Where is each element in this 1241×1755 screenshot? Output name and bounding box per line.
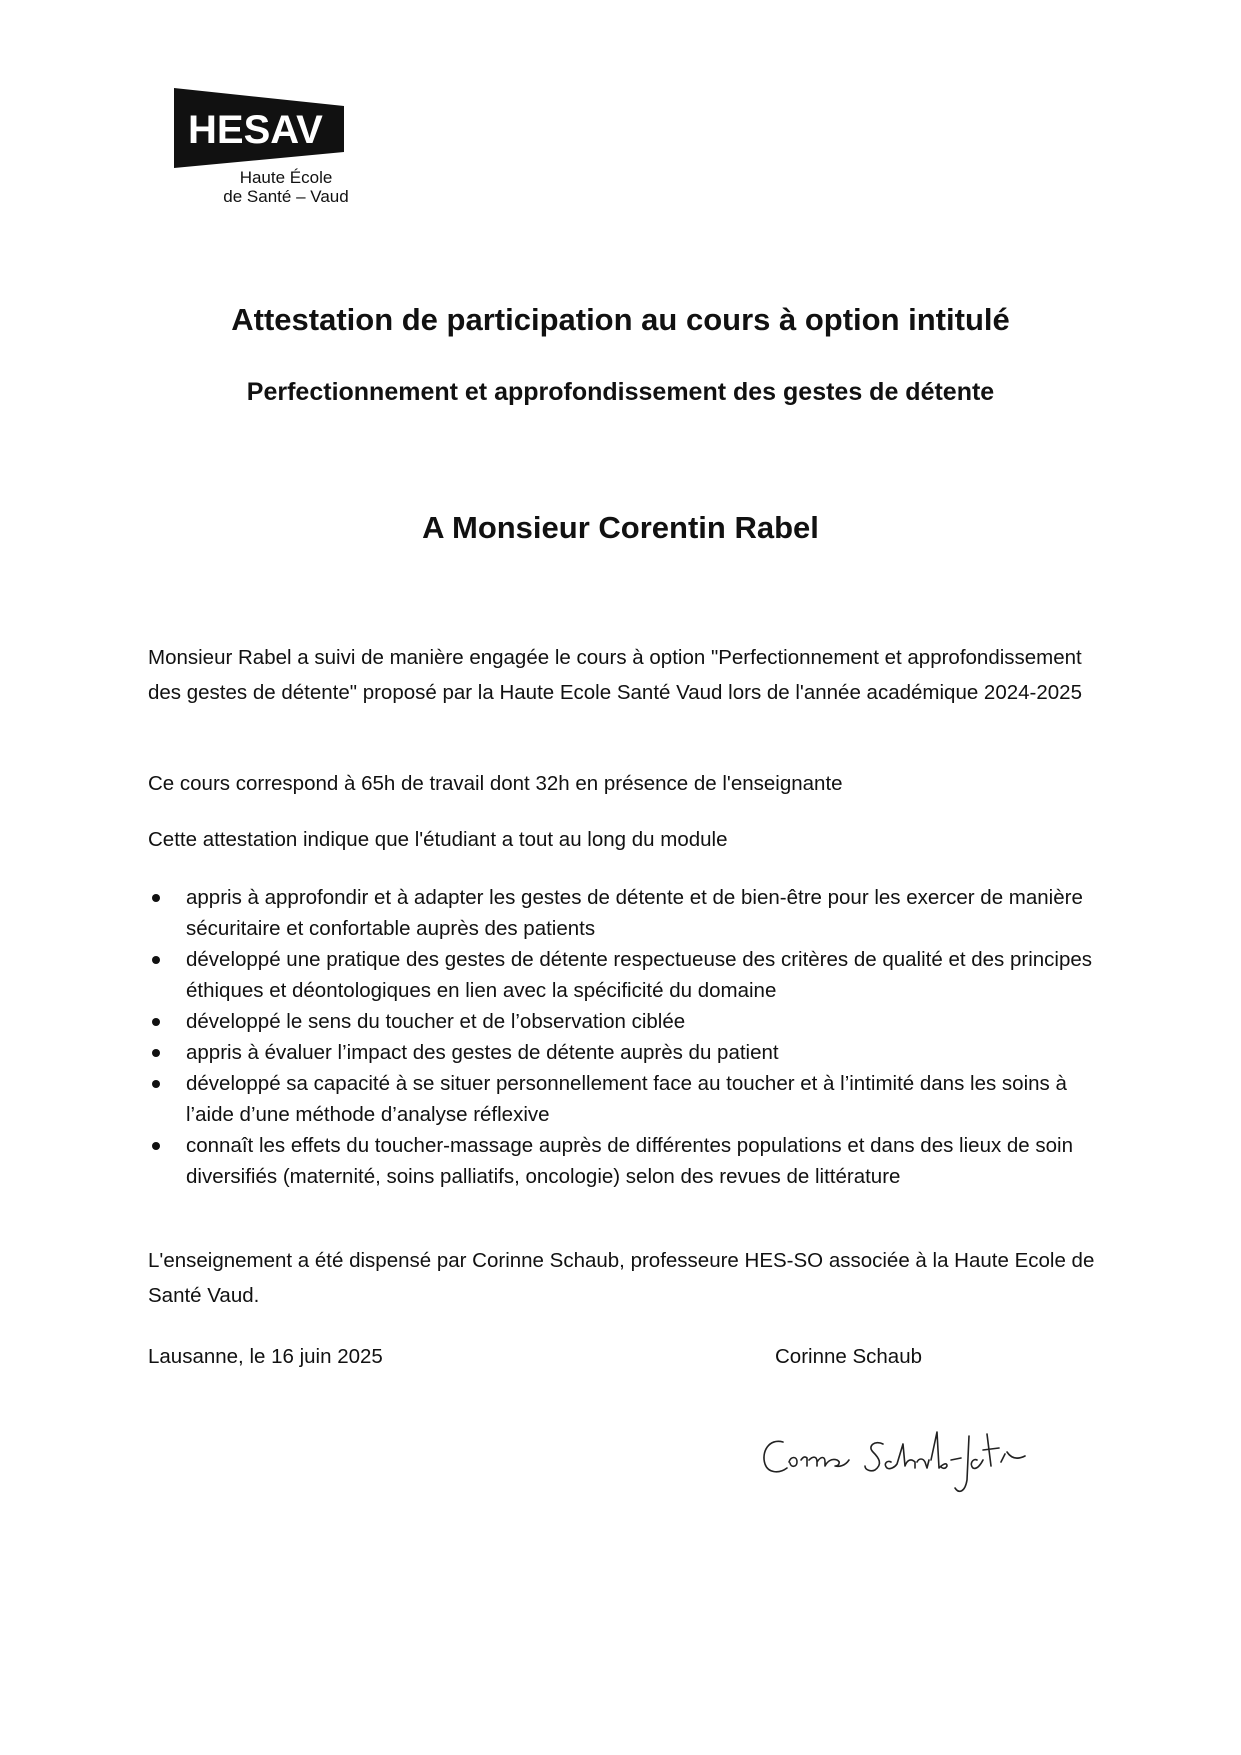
document-title: Attestation de participation au cours à option intitulé bbox=[231, 302, 1010, 337]
bullet-icon bbox=[152, 1142, 160, 1150]
bullet-icon bbox=[152, 1049, 160, 1057]
list-item: développé sa capacité à se situer personnellement face au toucher et à l’intimité dans les soins à l’aide d’une méthode d’analyse réflexive bbox=[148, 1068, 1098, 1130]
bullet-icon bbox=[152, 956, 160, 964]
bullet-icon bbox=[152, 894, 160, 902]
list-item: appris à évaluer l’impact des gestes de détente auprès du patient bbox=[148, 1037, 1098, 1068]
logo-banner bbox=[174, 88, 354, 168]
list-item: connaît les effets du toucher-massage auprès de différentes populations et dans des lieux de soin diversifiés (maternité, soins palliatifs, oncologie) selon des revues de littérature bbox=[148, 1130, 1098, 1192]
lead-paragraph: Cette attestation indique que l'étudiant a tout au long du module bbox=[148, 828, 728, 851]
bullet-icon bbox=[152, 1018, 160, 1026]
hesav-logo bbox=[174, 88, 354, 204]
competency-list bbox=[148, 882, 1098, 1192]
hours-paragraph: Ce cours correspond à 65h de travail dont 32h en présence de l'enseignante bbox=[148, 772, 843, 795]
bullet-icon bbox=[152, 1080, 160, 1088]
intro-paragraph: Monsieur Rabel a suivi de manière engagée le cours à option "Perfectionnement et approfondissement des gestes de détente" proposé par la Haute Ecole Santé Vaud lors de l'année académique 2024-2025 bbox=[148, 646, 1082, 704]
list-item: développé le sens du toucher et de l’observation ciblée bbox=[148, 1006, 1098, 1037]
logo-line-1: Haute École bbox=[239, 168, 333, 187]
course-title: Perfectionnement et approfondissement des gestes de détente bbox=[246, 378, 995, 406]
signer-name: Corinne Schaub bbox=[775, 1345, 923, 1368]
logo-subtitle bbox=[218, 168, 354, 206]
logo-brand: HESAV bbox=[188, 108, 323, 152]
list-item: appris à approfondir et à adapter les gestes de détente et de bien-être pour les exercer de manière sécuritaire et confortable auprès des patients bbox=[148, 882, 1098, 944]
place-date: Lausanne, le 16 juin 2025 bbox=[148, 1345, 383, 1368]
handwritten-signature bbox=[755, 1410, 1085, 1520]
logo-line-2: de Santé – Vaud bbox=[223, 187, 349, 206]
teacher-paragraph: L'enseignement a été dispensé par Corinne Schaub, professeure HES-SO associée à la Haute Ecole de Santé Vaud. bbox=[148, 1249, 1095, 1307]
recipient-name: A Monsieur Corentin Rabel bbox=[422, 510, 819, 545]
list-item: développé une pratique des gestes de détente respectueuse des critères de qualité et des principes éthiques et déontologiques en lien avec la spécificité du domaine bbox=[148, 944, 1098, 1006]
